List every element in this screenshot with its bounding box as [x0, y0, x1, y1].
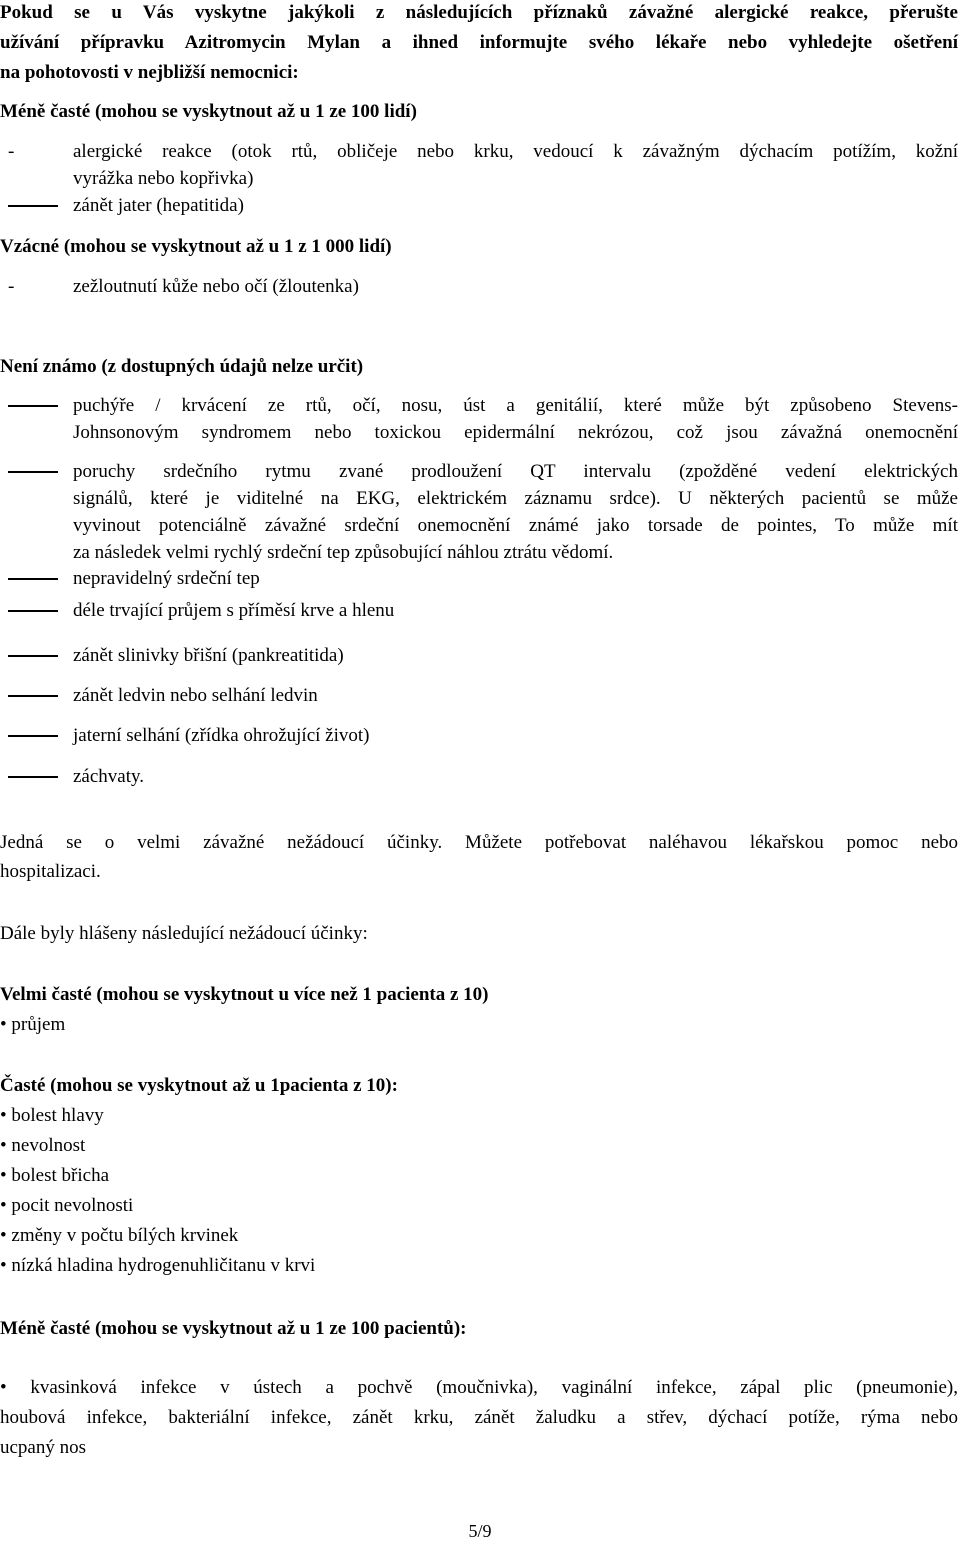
- bullet-item-text: houbová infekce, bakteriální infekce, zánět krku, zánět žaludku a střev, dýchací potíže, rýma nebo: [0, 1407, 958, 1428]
- bullet-marker: •: [0, 1105, 7, 1126]
- bullet-item-text: bolest hlavy: [11, 1105, 104, 1126]
- bullet-item: [0, 1101, 104, 1131]
- bullet-marker: •: [0, 1377, 7, 1398]
- list-item: [0, 137, 960, 197]
- section-heading-very-common: Velmi časté (mohou se vyskytnout u více než 1 pacienta z 10): [0, 984, 489, 1005]
- bullet-item-text: pocit nevolnosti: [11, 1195, 134, 1216]
- list-item: [0, 596, 960, 626]
- intro-line-2: užívání přípravku Azitromycin Mylan a ihned informujte svého lékaře nebo vyhledejte ošetření: [0, 32, 958, 53]
- section-heading-uncommon: Méně časté (mohou se vyskytnout až u 1 ze 100 pacientů):: [0, 1318, 467, 1339]
- bullet-item-text: průjem: [11, 1014, 66, 1035]
- list-item: [0, 457, 960, 577]
- serious-note-line-1: Jedná se o velmi závažné nežádoucí účinky. Můžete potřebovat naléhavou lékařskou pomoc nebo: [0, 832, 958, 853]
- bullet-item-line: [0, 1373, 958, 1403]
- section-heading-unknown: Není známo (z dostupných údajů nelze určit): [0, 356, 364, 377]
- bullet-marker: •: [0, 1135, 7, 1156]
- intro-line-1: Pokud se u Vás vyskytne jakýkoli z následujících příznaků závažné alergické reakce, přerušte: [0, 2, 958, 23]
- dash-marker: [8, 578, 58, 580]
- list-item-text: zežloutnutí kůže nebo očí (žloutenka): [73, 276, 359, 297]
- bullet-marker: •: [0, 1225, 7, 1246]
- bullet-item-text: kvasinková infekce v ústech a pochvě (moučnivka), vaginální infekce, zápal plic (pneumonie),: [30, 1377, 958, 1398]
- list-item-text: vyrážka nebo kopřivka): [73, 168, 254, 189]
- dash-marker: [8, 405, 58, 407]
- bullet-item: [0, 1251, 315, 1281]
- bullet-item-text: bolest břicha: [11, 1165, 110, 1186]
- dash-marker: -: [8, 276, 15, 297]
- list-item-text: zánět slinivky břišní (pankreatitida): [73, 645, 344, 666]
- list-item: [0, 391, 960, 451]
- bullet-marker: •: [0, 1195, 7, 1216]
- list-item: [0, 272, 960, 302]
- list-item-text: signálů, které je viditelné na EKG, elektrickém záznamu srdce). U některých pacientů se může: [73, 488, 958, 509]
- section-heading-rare: Vzácné (mohou se vyskytnout až u 1 z 1 000 lidí): [0, 236, 392, 257]
- list-item-text: déle trvající průjem s příměsí krve a hlenu: [73, 600, 395, 621]
- bullet-item: [0, 1131, 85, 1161]
- dash-marker: [8, 695, 58, 697]
- dash-marker: [8, 471, 58, 473]
- list-item: [0, 641, 960, 671]
- bullet-marker: •: [0, 1165, 7, 1186]
- serious-note-line-2: hospitalizaci.: [0, 861, 101, 882]
- list-item: [0, 191, 960, 221]
- list-item-text: záchvaty.: [73, 766, 145, 787]
- bullet-item-text: nevolnost: [11, 1135, 86, 1156]
- list-item-text: za následek velmi rychlý srdeční tep způsobující náhlou ztrátu vědomí.: [73, 542, 614, 563]
- list-item: [0, 762, 960, 792]
- dash-marker: [8, 735, 58, 737]
- list-item-text: nepravidelný srdeční tep: [73, 568, 260, 589]
- bullet-item-text: změny v počtu bílých krvinek: [11, 1225, 239, 1246]
- bullet-marker: •: [0, 1255, 7, 1276]
- list-item: [0, 681, 960, 711]
- list-item: [0, 564, 960, 594]
- page-number: 5/9: [468, 1521, 492, 1541]
- dash-marker: [8, 610, 58, 612]
- list-item: [0, 721, 960, 751]
- list-item-text: Johnsonovým syndromem nebo toxickou epidermální nekrózou, což jsou závažná onemocnění: [73, 422, 958, 443]
- bullet-item: [0, 1161, 109, 1191]
- list-item-text: alergické reakce (otok rtů, obličeje nebo krku, vedoucí k závažným dýchacím potížím, kožní: [73, 141, 958, 162]
- intro-line-3: na pohotovosti v nejbližší nemocnici:: [0, 62, 299, 83]
- section-heading-common: Časté (mohou se vyskytnout až u 1pacienta z 10):: [0, 1075, 398, 1096]
- bullet-item: [0, 1010, 65, 1040]
- list-item-text: zánět jater (hepatitida): [73, 195, 244, 216]
- bullet-item: [0, 1221, 238, 1251]
- list-item-text: jaterní selhání (zřídka ohrožující život): [73, 725, 370, 746]
- bullet-item-text: nízká hladina hydrogenuhličitanu v krvi: [11, 1255, 316, 1276]
- dash-marker: [8, 205, 58, 207]
- dash-marker: [8, 655, 58, 657]
- dash-marker: -: [8, 141, 15, 162]
- other-effects-intro: Dále byly hlášeny následující nežádoucí účinky:: [0, 923, 368, 944]
- dash-marker: [8, 776, 58, 778]
- list-item-text: zánět ledvin nebo selhání ledvin: [73, 685, 318, 706]
- bullet-item: [0, 1191, 133, 1221]
- list-item-text: vyvinout potenciálně závažné srdeční onemocnění známé jako torsade de pointes, To může mít: [73, 515, 958, 536]
- section-heading-uncommon-serious: Méně časté (mohou se vyskytnout až u 1 ze 100 lidí): [0, 101, 417, 122]
- bullet-marker: •: [0, 1014, 7, 1035]
- list-item-text: puchýře / krvácení ze rtů, očí, nosu, úst a genitálií, které může být způsobeno Stevens-: [73, 395, 958, 416]
- list-item-text: poruchy srdečního rytmu zvané prodloužení QT intervalu (zpožděné vedení elektrických: [73, 461, 958, 482]
- bullet-item-text: ucpaný nos: [0, 1437, 87, 1458]
- bullet-item: [0, 1373, 960, 1463]
